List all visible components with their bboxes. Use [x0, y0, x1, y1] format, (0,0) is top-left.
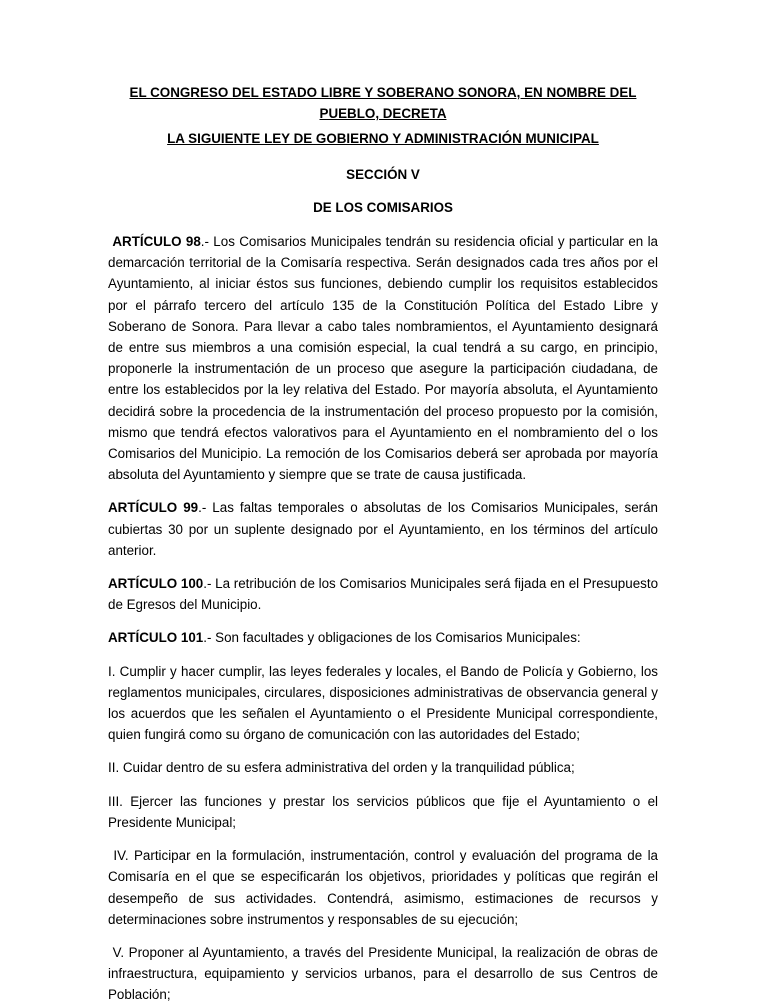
- article-101-text: .- Son facultades y obligaciones de los Comisarios Municipales:: [203, 630, 581, 646]
- document-page: [108, 78, 658, 1006]
- article-100-label: ARTÍCULO 100: [108, 576, 204, 592]
- article-98-text: .- Los Comisarios Municipales tendrán su residencia oficial y particular en la demarcación territorial de la Comisaría respectiva. Serán designados cada tres años por el Ayuntamiento, al iniciar éstos sus funciones, debiendo cumplir los requisitos establecidos por el párrafo tercero del artículo 135 de la Constitución Política del Estado Libre y Soberano de Sonora. Para llevar a cabo tales nombramientos, el Ayuntamiento designará de entre sus miembros a una comisión especial, la cual tendrá a su cargo, en principio, proponerle la instrumentación de un proceso que asegure la participación ciudadana, de entre los establecidos por la ley relativa del Estado. Por mayoría absoluta, el Ayuntamiento decidirá sobre la procedencia de la instrumentación del proceso propuesto por la comisión, mismo que tendrá efectos valorativos para el Ayuntamiento en el nombramiento del o los Comisarios del Municipio. La remoción de los Comisarios deberá ser aprobada por mayoría absoluta del Ayuntamiento y siempre que se trate de causa justificada.: [108, 234, 658, 483]
- section-title: DE LOS COMISARIOS: [313, 199, 453, 215]
- article-99-label: ARTÍCULO 99: [108, 500, 199, 516]
- fraction-i: I. Cumplir y hacer cumplir, las leyes federales y locales, el Bando de Policía y Gobierno, los reglamentos municipales, circulares, disposiciones administrativas de observancia general y los acuerdos que les señalen el Ayuntamiento o el Presidente Municipal correspondiente, quien fungirá como su órgano de comunicación con las autoridades del Estado;: [108, 663, 658, 743]
- fraction-iv-text: IV. Participar en la formulación, instrumentación, control y evaluación del programa de la Comisaría en el que se especificarán los objetivos, prioridades y políticas que regirán el desempeño de sus actividades. Contendrá, asimismo, estimaciones de recursos y determinaciones sobre instrumentos y responsables de su ejecución;: [108, 848, 658, 927]
- article-98: [108, 231, 658, 485]
- article-99-text: .- Las faltas temporales o absolutas de los Comisarios Municipales, serán cubiertas 30 por un suplente designado por el Ayuntamiento, en los términos del artículo anterior.: [108, 500, 658, 558]
- article-101: [108, 627, 658, 648]
- article-100: [108, 573, 658, 615]
- article-101-label: ARTÍCULO 101: [108, 630, 204, 646]
- fraction-iii: III. Ejercer las funciones y prestar los servicios públicos que fije el Ayuntamiento o el Presidente Municipal;: [108, 793, 658, 830]
- section-number: SECCIÓN V: [346, 166, 420, 182]
- document-title-line-1: EL CONGRESO DEL ESTADO LIBRE Y SOBERANO SONORA, EN NOMBRE DEL PUEBLO, DECRETA: [129, 85, 637, 122]
- article-100-text: .- La retribución de los Comisarios Municipales será fijada en el Presupuesto de Egresos del Municipio.: [108, 576, 659, 613]
- document-title-line-2: LA SIGUIENTE LEY DE GOBIERNO Y ADMINISTRACIÓN MUNICIPAL: [167, 131, 599, 147]
- article-98-label: ARTÍCULO 98: [112, 234, 201, 250]
- fraction-v: [108, 942, 658, 1006]
- fraction-iv: [108, 845, 658, 930]
- fraction-ii: II. Cuidar dentro de su esfera administrativa del orden y la tranquilidad pública;: [108, 760, 575, 776]
- fraction-v-text: V. Proponer al Ayuntamiento, a través del Presidente Municipal, la realización de obras de infraestructura, equipamiento y servicios urbanos, para el desarrollo de sus Centros de Población;: [108, 944, 658, 1003]
- article-99: [108, 497, 658, 561]
